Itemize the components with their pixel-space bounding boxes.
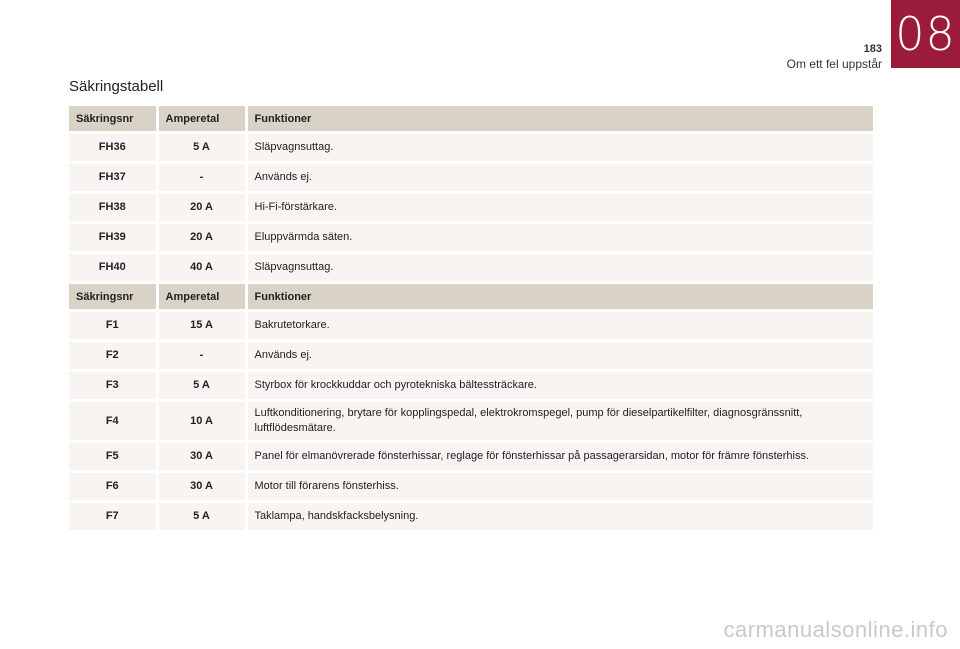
amperage-cell: 30 A <box>157 472 246 502</box>
watermark: carmanualsonline.info <box>723 617 948 642</box>
table-row <box>69 193 873 223</box>
function-cell: Styrbox för krockkuddar och pyrotekniska bältessträckare. <box>246 371 873 401</box>
function-cell: Bakrutetorkare. <box>246 311 873 341</box>
table-row <box>69 502 873 531</box>
page-number: 183 <box>863 43 882 55</box>
header-functions: Funktioner <box>246 284 873 311</box>
header-fuse-number: Säkringsnr <box>69 284 157 311</box>
header-functions: Funktioner <box>246 106 873 133</box>
function-cell: Panel för elmanövrerade fönsterhissar, reglage för fönsterhissar på passagerarsidan, motor för främre fönsterhiss. <box>246 442 873 472</box>
amperage-cell: 40 A <box>157 253 246 282</box>
table-row <box>69 472 873 502</box>
table-header-row <box>69 284 873 311</box>
fuse-number-cell: FH40 <box>69 253 157 282</box>
fuse-number-cell: F3 <box>69 371 157 401</box>
table-row <box>69 311 873 341</box>
function-cell: Luftkonditionering, brytare för kopplingspedal, elektrokromspegel, pump för dieselpartikelfilter, diagnosgränssnitt, luftflödesmätare. <box>246 401 873 442</box>
function-cell: Hi-Fi-förstärkare. <box>246 193 873 223</box>
chapter-tab <box>891 0 960 68</box>
header-amperage: Amperetal <box>157 284 246 311</box>
chapter-number: 08 <box>895 7 956 61</box>
function-cell: Används ej. <box>246 341 873 371</box>
table-row <box>69 223 873 253</box>
function-cell: Släpvagnsuttag. <box>246 133 873 163</box>
table-row <box>69 163 873 193</box>
fuse-number-cell: F5 <box>69 442 157 472</box>
fuse-table-1 <box>69 106 873 281</box>
header-amperage: Amperetal <box>157 106 246 133</box>
function-cell: Släpvagnsuttag. <box>246 253 873 282</box>
function-cell: Eluppvärmda säten. <box>246 223 873 253</box>
fuse-number-cell: F2 <box>69 341 157 371</box>
fuse-number-cell: FH39 <box>69 223 157 253</box>
fuse-number-cell: FH38 <box>69 193 157 223</box>
function-cell: Taklampa, handskfacksbelysning. <box>246 502 873 531</box>
amperage-cell: 20 A <box>157 193 246 223</box>
table-row <box>69 401 873 442</box>
fuse-number-cell: F4 <box>69 401 157 442</box>
table-row <box>69 442 873 472</box>
amperage-cell: 10 A <box>157 401 246 442</box>
amperage-cell: 5 A <box>157 371 246 401</box>
chapter-title: Om ett fel uppstår <box>786 57 882 71</box>
amperage-cell: 5 A <box>157 502 246 531</box>
header-fuse-number: Säkringsnr <box>69 106 157 133</box>
function-cell: Används ej. <box>246 163 873 193</box>
table-row <box>69 133 873 163</box>
amperage-cell: 20 A <box>157 223 246 253</box>
table-row <box>69 371 873 401</box>
table-header-row <box>69 106 873 133</box>
fuse-number-cell: F6 <box>69 472 157 502</box>
fuse-number-cell: F7 <box>69 502 157 531</box>
fuse-table-2 <box>69 284 873 530</box>
amperage-cell: - <box>157 341 246 371</box>
amperage-cell: - <box>157 163 246 193</box>
section-title: Säkringstabell <box>69 78 164 95</box>
table-row <box>69 341 873 371</box>
amperage-cell: 30 A <box>157 442 246 472</box>
fuse-number-cell: FH36 <box>69 133 157 163</box>
fuse-number-cell: F1 <box>69 311 157 341</box>
fuse-number-cell: FH37 <box>69 163 157 193</box>
amperage-cell: 5 A <box>157 133 246 163</box>
table-row <box>69 253 873 282</box>
function-cell: Motor till förarens fönsterhiss. <box>246 472 873 502</box>
amperage-cell: 15 A <box>157 311 246 341</box>
